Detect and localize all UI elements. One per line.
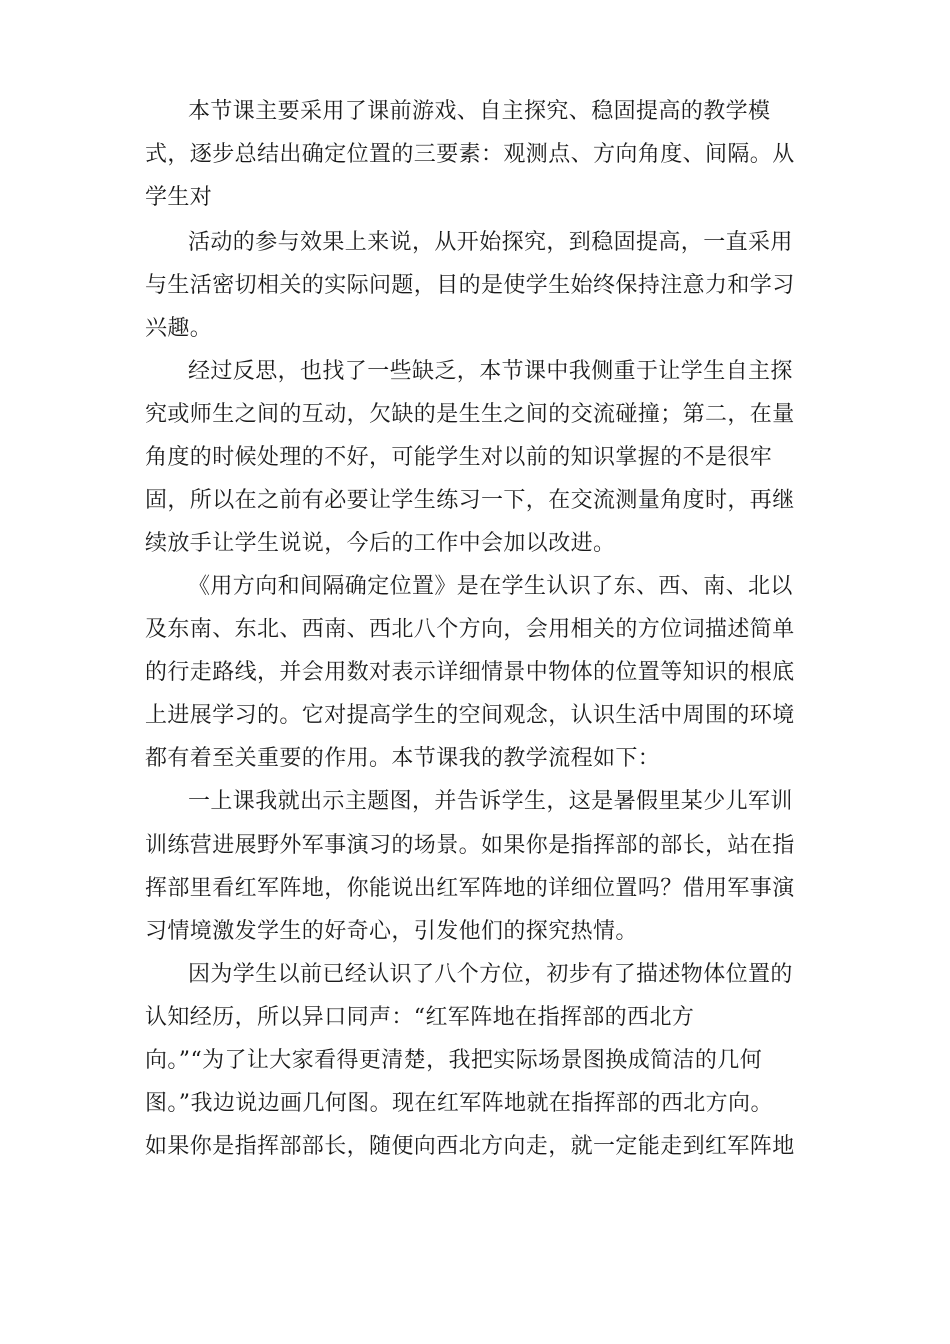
text-line: 训练营进展野外军事演习的场景。如果你是指挥部的部长，站在指	[145, 833, 795, 858]
text-line: 固，所以在之前有必要让学生练习一下，在交流测量角度时，再继	[145, 488, 795, 513]
text-line: 上进展学习的。它对提高学生的空间观念，认识生活中周围的环境	[145, 703, 795, 728]
text-line: 与生活密切相关的实际问题，目的是使学生始终保持注意力和学习	[145, 273, 795, 298]
text-line: 如果你是指挥部部长，随便向西北方向走，就一定能走到红军阵地	[145, 1134, 795, 1159]
text-line: 学生对	[145, 185, 213, 210]
text-line: 都有着至关重要的作用。本节课我的教学流程如下：	[145, 746, 661, 771]
text-line: 向。”“为了让大家看得更清楚，我把实际场景图换成简洁的几何	[145, 1048, 763, 1073]
text-line: 图。”我边说边画几何图。现在红军阵地就在指挥部的西北方向。	[145, 1091, 773, 1116]
text-line: 经过反思，也找了一些缺乏，本节课中我侧重于让学生自主探	[188, 359, 793, 384]
text-line: 究或师生之间的互动，欠缺的是生生之间的交流碰撞；第二，在量	[145, 402, 795, 427]
text-line: 式，逐步总结出确定位置的三要素：观测点、方向角度、间隔。从	[145, 142, 795, 167]
text-line: 续放手让学生说说，今后的工作中会加以改进。	[145, 531, 616, 556]
text-line: 《用方向和间隔确定位置》是在学生认识了东、西、南、北以	[188, 574, 793, 599]
text-line: 因为学生以前已经认识了八个方位，初步有了描述物体位置的	[188, 962, 793, 987]
text-line: 认知经历，所以异口同声：“红军阵地在指挥部的西北方	[145, 1005, 695, 1030]
text-line: 兴趣。	[145, 316, 213, 341]
text-line: 习情境激发学生的好奇心，引发他们的探究热情。	[145, 919, 638, 944]
text-line: 及东南、东北、西南、西北八个方向，会用相关的方位词描述简单	[145, 617, 795, 642]
text-line: 挥部里看红军阵地，你能说出红军阵地的详细位置吗？借用军事演	[145, 876, 795, 901]
text-line: 活动的参与效果上来说，从开始探究，到稳固提高，一直采用	[188, 230, 793, 255]
text-line: 一上课我就出示主题图，并告诉学生，这是暑假里某少儿军训	[188, 789, 793, 814]
text-line: 角度的时候处理的不好，可能学生对以前的知识掌握的不是很牢	[145, 445, 773, 470]
text-line: 的行走路线，并会用数对表示详细情景中物体的位置等知识的根底	[145, 660, 795, 685]
text-line: 本节课主要采用了课前游戏、自主探究、稳固提高的教学模	[188, 99, 771, 124]
